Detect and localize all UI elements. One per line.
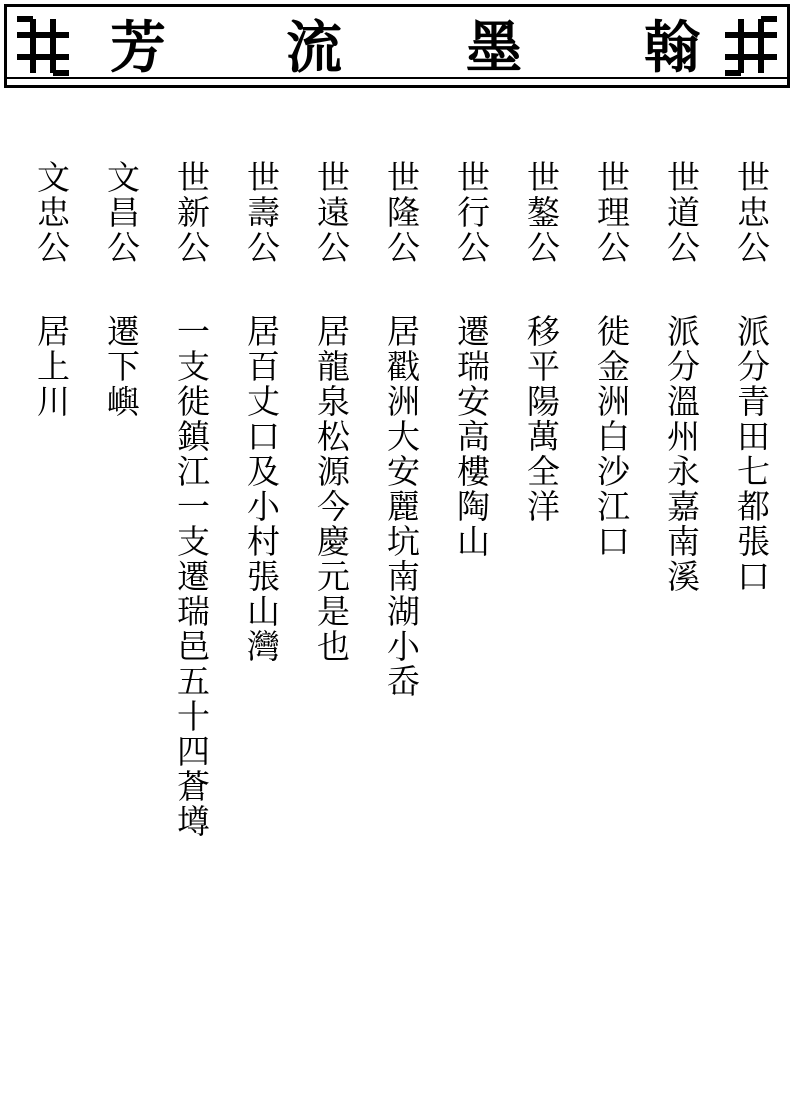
title-char-1: 芳	[110, 15, 166, 81]
ancestor-name: 世道公	[662, 160, 701, 265]
title-banner	[4, 4, 790, 88]
ancestor-name: 世鏊公	[522, 160, 561, 265]
lineage-entry	[242, 160, 291, 664]
settlement-text: 派分青田七都張口	[732, 314, 771, 594]
title-char-4: 翰	[644, 15, 700, 81]
lineage-entry	[102, 160, 151, 419]
lineage-entry	[522, 160, 571, 524]
settlement-text: 派分溫州永嘉南溪	[662, 314, 701, 594]
settlement-text: 徙金洲白沙江口	[592, 314, 631, 559]
ancestor-name: 世理公	[592, 160, 631, 265]
ancestor-name: 世忠公	[732, 160, 771, 265]
settlement-text: 一支徙鎮江一支遷瑞邑五十四蒼壿	[172, 314, 211, 839]
settlement-text: 遷下嶼	[102, 314, 141, 419]
settlement-text: 居上川	[32, 314, 71, 419]
fret-ornament-left	[13, 15, 73, 77]
title-char-2: 流	[286, 15, 342, 81]
ancestor-name: 文忠公	[32, 160, 71, 265]
ancestor-name: 世行公	[452, 160, 491, 265]
settlement-text: 遷瑞安高樓陶山	[452, 314, 491, 559]
lineage-entry	[312, 160, 361, 664]
lineage-entry	[662, 160, 711, 594]
settlement-text: 居戳洲大安麗坑南湖小岙	[382, 314, 421, 699]
ancestor-name: 世壽公	[242, 160, 281, 265]
lineage-entry	[592, 160, 641, 559]
fret-ornament-right	[721, 15, 781, 77]
settlement-text: 居百丈口及小村張山灣	[242, 314, 281, 664]
lineage-entry	[32, 160, 81, 419]
settlement-text: 移平陽萬全洋	[522, 314, 561, 524]
ancestor-name: 世新公	[172, 160, 211, 265]
ancestor-name: 世隆公	[382, 160, 421, 265]
title-char-3: 墨	[466, 15, 522, 81]
ancestor-name: 世遠公	[312, 160, 351, 265]
lineage-entry	[172, 160, 221, 839]
lineage-entry	[452, 160, 501, 559]
ancestor-name: 文昌公	[102, 160, 141, 265]
lineage-entry	[732, 160, 781, 594]
settlement-text: 居龍泉松源今慶元是也	[312, 314, 351, 664]
banner-rule	[7, 77, 787, 79]
lineage-entry	[382, 160, 431, 699]
